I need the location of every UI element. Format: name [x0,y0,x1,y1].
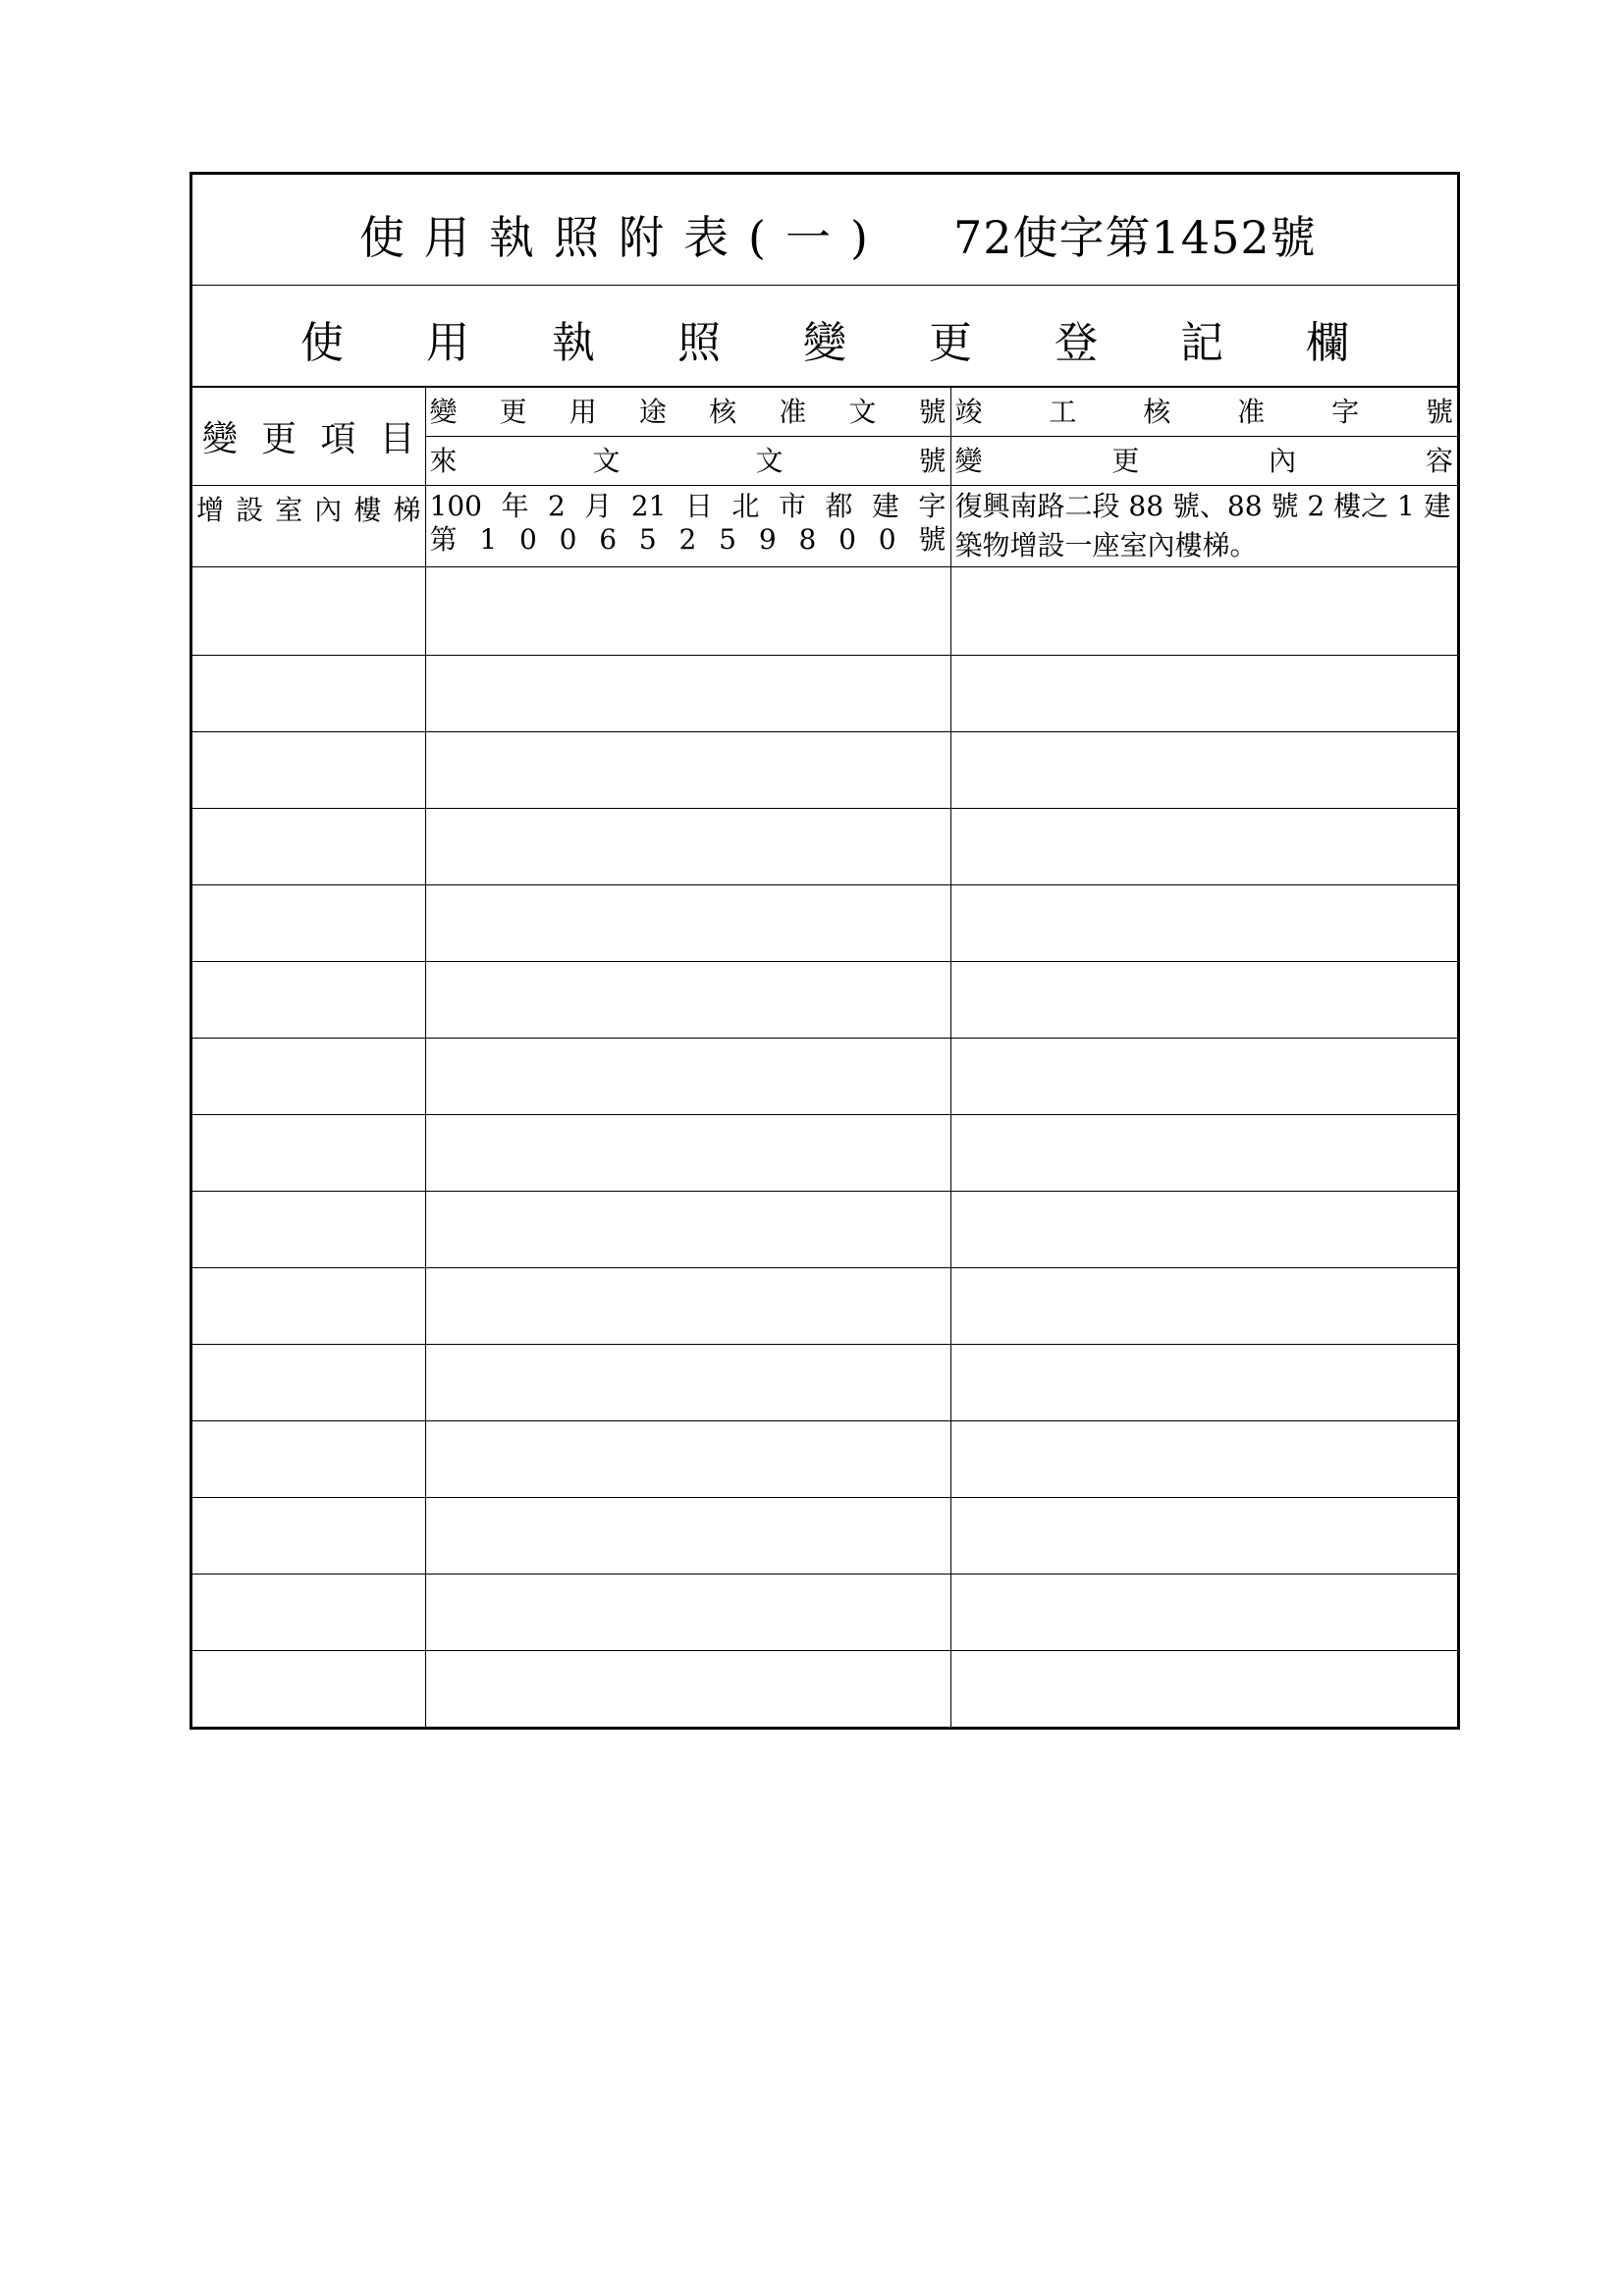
table-row [192,1345,1457,1421]
empty-cell [950,656,1457,732]
table-row [192,1192,1457,1268]
table-row [192,1039,1457,1115]
empty-cell [425,1268,950,1345]
empty-cell [192,656,425,732]
empty-cell [192,567,425,656]
doc-token: 8 [798,522,817,556]
header-char: 號 [918,444,947,477]
subtitle-char: 照 [677,318,721,368]
header-char: 內 [1269,444,1297,477]
subtitle-char: 欄 [1306,318,1349,368]
header-char: 途 [638,395,667,428]
doc-token: 2 [547,490,566,522]
doc-token: 5 [719,522,736,556]
empty-cell [950,1651,1457,1728]
empty-cell [192,1575,425,1651]
header-char: 文 [592,444,621,477]
doc-token: 字 [918,490,947,522]
change-item-cell [192,486,425,567]
content-header [950,437,1457,486]
form-title: 使用執照附表(一) [359,211,888,264]
doc-token: 月 [584,490,613,522]
subtitle-char: 使 [300,318,344,368]
empty-cell [425,809,950,885]
completion-header [950,388,1457,437]
empty-cell [425,567,950,656]
empty-cell [950,567,1457,656]
doc-token: 2 [678,522,697,556]
empty-cell [425,962,950,1039]
doc-token: 100 [429,490,482,522]
header-row-1 [192,388,1457,437]
empty-cell [192,809,425,885]
table-row [192,656,1457,732]
empty-cell [425,1498,950,1575]
header-char: 文 [848,395,877,428]
doc-token: 日 [684,490,713,522]
empty-cell [425,1345,950,1421]
table-row [192,1575,1457,1651]
header-char: 工 [1049,395,1077,428]
item-char: 室 [275,494,303,526]
empty-cell [192,1115,425,1192]
empty-cell [192,732,425,809]
subtitle-char: 用 [426,318,469,368]
doc-token: 0 [878,522,896,556]
doc-token: 5 [638,522,657,556]
header-char: 來 [429,444,458,477]
header-char: 竣 [954,395,983,428]
empty-cell [425,656,950,732]
item-header [192,388,425,486]
change-registration-heading [192,286,1457,387]
empty-cell [192,885,425,962]
header-char: 用 [568,395,597,428]
header-char: 核 [1143,395,1171,428]
empty-cell [425,1192,950,1268]
header-char: 核 [709,395,737,428]
table-row [192,885,1457,962]
empty-cell [950,1192,1457,1268]
empty-cell [950,1498,1457,1575]
change-content-cell [950,486,1457,567]
subtitle-char: 變 [803,318,846,368]
doc-token: 北 [731,490,760,522]
empty-cell [192,1651,425,1728]
doc-token: 年 [501,490,529,522]
doc-token: 21 [630,490,667,522]
doc-token: 0 [518,522,537,556]
table-row [192,732,1457,809]
empty-cell [192,1345,425,1421]
header-char: 項 [320,419,356,459]
item-char: 樓 [353,494,382,526]
table-row [192,1498,1457,1575]
item-char: 設 [236,494,264,526]
header-char: 字 [1331,395,1360,428]
subtitle-char: 登 [1055,318,1098,368]
document-number-cell [425,486,950,567]
change-table [192,387,1457,1727]
subtitle-char: 更 [929,318,972,368]
empty-cell [950,885,1457,962]
empty-cell [950,1345,1457,1421]
empty-cell [192,1498,425,1575]
empty-cell [192,1421,425,1498]
doc-token: 0 [839,522,856,556]
item-char: 內 [314,494,343,526]
empty-cell [950,1115,1457,1192]
table-row [192,1421,1457,1498]
empty-cell [950,1268,1457,1345]
table-row [192,486,1457,567]
header-char: 文 [755,444,784,477]
header-char: 更 [261,419,298,459]
item-char: 增 [196,494,225,526]
empty-cell [425,885,950,962]
content-line: 復興南路二段 88 號、88 號 2 樓之 1 建 [954,490,1451,522]
empty-cell [192,1268,425,1345]
empty-cell [950,962,1457,1039]
empty-cell [950,809,1457,885]
table-row [192,1115,1457,1192]
table-row [192,809,1457,885]
empty-cell [950,1421,1457,1498]
empty-cell [192,1039,425,1115]
form-title-row [192,175,1457,286]
header-char: 准 [779,395,807,428]
subtitle-char: 記 [1180,318,1223,368]
empty-cell [425,1115,950,1192]
empty-cell [425,732,950,809]
empty-cell [192,1192,425,1268]
header-char: 更 [499,395,527,428]
subtitle-char: 執 [552,318,595,368]
empty-cell [425,1651,950,1728]
header-char: 號 [918,395,947,428]
empty-cell [950,1039,1457,1115]
doc-token: 建 [871,490,899,522]
table-row [192,567,1457,656]
approval-doc-header [425,388,950,437]
doc-token: 市 [778,490,806,522]
doc-token: 0 [559,522,577,556]
empty-cell [950,1575,1457,1651]
doc-token: 都 [825,490,853,522]
empty-cell [950,732,1457,809]
header-char: 更 [1111,444,1140,477]
empty-cell [425,1421,950,1498]
doc-token: 6 [599,522,618,556]
header-char: 號 [1425,395,1453,428]
empty-cell [425,1039,950,1115]
content-line: 築物增設一座室內樓梯。 [954,529,1258,561]
license-number: 72使字第1452號 [953,211,1317,264]
table-row [192,1651,1457,1728]
item-char: 梯 [393,494,421,526]
empty-cell [192,962,425,1039]
header-char: 容 [1425,444,1453,477]
header-char: 變 [202,419,239,459]
doc-token: 號 [918,522,947,556]
header-char: 目 [379,419,415,459]
incoming-doc-header [425,437,950,486]
header-char: 變 [429,395,458,428]
header-char: 變 [954,444,983,477]
table-row [192,1268,1457,1345]
license-form [189,172,1460,1730]
doc-token: 第 [429,522,458,556]
empty-cell [425,1575,950,1651]
doc-token: 1 [479,522,498,556]
table-row [192,962,1457,1039]
doc-token: 9 [758,522,777,556]
header-char: 准 [1237,395,1266,428]
